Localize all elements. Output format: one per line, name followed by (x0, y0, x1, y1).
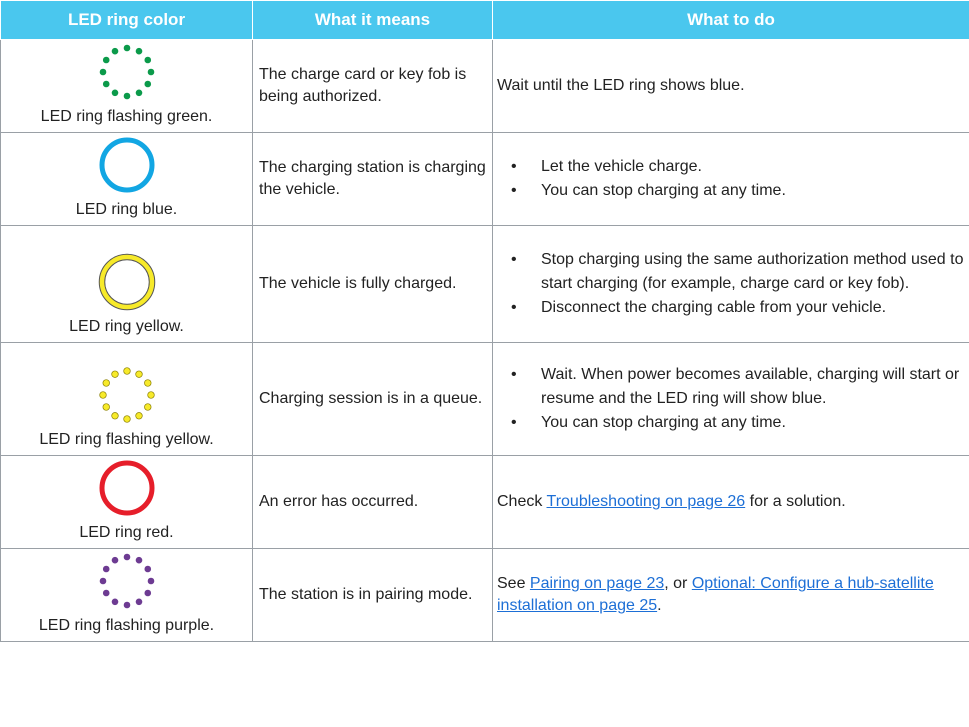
todo-text: , or (664, 575, 692, 592)
led-dot (99, 392, 106, 399)
table-row (1, 133, 969, 226)
meaning-cell: The charging station is charging the vehicle. (253, 133, 493, 226)
flashing-purple-ring-icon (89, 549, 165, 613)
led-dot (123, 554, 130, 561)
todo-cell (493, 343, 969, 456)
todo-cell (493, 133, 969, 226)
led-color-cell (1, 343, 253, 456)
list-item: • You can stop charging at any time. (541, 179, 969, 203)
table-row (1, 549, 969, 642)
header-led-ring-color: LED ring color (1, 1, 253, 40)
led-dot (111, 598, 118, 605)
todo-list (497, 248, 969, 320)
led-dot (144, 590, 151, 597)
todo-text: for a solution. (745, 493, 846, 510)
meaning-cell: The charge card or key fob is being authorized. (253, 40, 493, 133)
blue-ring-icon (89, 133, 165, 197)
todo-cell (493, 549, 969, 642)
header-row (1, 1, 969, 40)
header-what-it-means: What it means (253, 1, 493, 40)
led-dot (102, 404, 109, 411)
led-color-cell (1, 456, 253, 549)
list-item: • Stop charging using the same authorization method used to start charging (for example, charge card or key fob). (541, 248, 969, 296)
led-dot (123, 416, 130, 423)
led-caption: LED ring blue. (75, 201, 178, 218)
troubleshooting-link[interactable]: Troubleshooting on page 26 (546, 493, 746, 510)
led-dot (111, 89, 118, 96)
led-dot (111, 48, 118, 55)
led-dot (102, 590, 109, 597)
led-dot (102, 380, 109, 387)
led-dot (135, 48, 142, 55)
led-dot (147, 578, 154, 585)
list-item: • Wait. When power becomes available, charging will start or resume and the LED ring will show blue. (541, 363, 969, 411)
table-row (1, 343, 969, 456)
yellow-ring-icon (89, 250, 165, 314)
led-dot (123, 368, 130, 375)
led-dot (102, 57, 109, 64)
meaning-cell: The station is in pairing mode. (253, 549, 493, 642)
led-caption: LED ring flashing green. (40, 108, 213, 125)
meaning-cell: Charging session is in a queue. (253, 343, 493, 456)
meaning-cell: The vehicle is fully charged. (253, 226, 493, 343)
header-what-to-do: What to do (493, 1, 969, 40)
meaning-cell: An error has occurred. (253, 456, 493, 549)
todo-cell (493, 226, 969, 343)
led-caption: LED ring red. (79, 524, 174, 541)
led-dot (123, 93, 130, 100)
led-color-cell (1, 40, 253, 133)
led-dot (144, 81, 151, 88)
led-dot (123, 602, 130, 609)
led-dot (135, 89, 142, 96)
led-dot (123, 45, 130, 52)
led-dot (144, 404, 151, 411)
led-dot (99, 578, 106, 585)
list-item: • Let the vehicle charge. (541, 155, 969, 179)
led-dot (102, 81, 109, 88)
flashing-green-ring-icon (89, 40, 165, 104)
list-item: • You can stop charging at any time. (541, 411, 969, 435)
led-dot (102, 566, 109, 573)
led-caption: LED ring yellow. (69, 318, 184, 335)
todo-text: See (497, 575, 530, 592)
led-dot (111, 557, 118, 564)
todo-list (497, 155, 969, 203)
led-dot (111, 371, 118, 378)
led-dot (144, 380, 151, 387)
led-dot (135, 598, 142, 605)
led-dot (144, 566, 151, 573)
table-row (1, 226, 969, 343)
led-dot (111, 412, 118, 419)
red-ring-icon (89, 456, 165, 520)
led-caption: LED ring flashing yellow. (39, 431, 214, 448)
table-row (1, 456, 969, 549)
led-caption: LED ring flashing purple. (38, 617, 215, 634)
led-color-cell (1, 549, 253, 642)
todo-cell (493, 456, 969, 549)
led-dot (147, 69, 154, 76)
list-item: • Disconnect the charging cable from your vehicle. (541, 296, 969, 320)
todo-text: Check (497, 493, 547, 510)
todo-list (497, 363, 969, 435)
led-dot (99, 69, 106, 76)
led-dot (135, 557, 142, 564)
table-row (1, 40, 969, 133)
led-dot (144, 57, 151, 64)
led-color-cell (1, 133, 253, 226)
led-dot (135, 371, 142, 378)
todo-text: . (657, 597, 662, 614)
led-dot (135, 412, 142, 419)
led-dot (147, 392, 154, 399)
todo-cell: Wait until the LED ring shows blue. (493, 40, 969, 133)
flashing-yellow-ring-icon (89, 363, 165, 427)
pairing-link[interactable]: Pairing on page 23 (529, 575, 665, 592)
led-color-cell (1, 226, 253, 343)
hub-satellite-link[interactable]: Optional: Configure a hub-satellite installation on page 25 (497, 575, 934, 614)
